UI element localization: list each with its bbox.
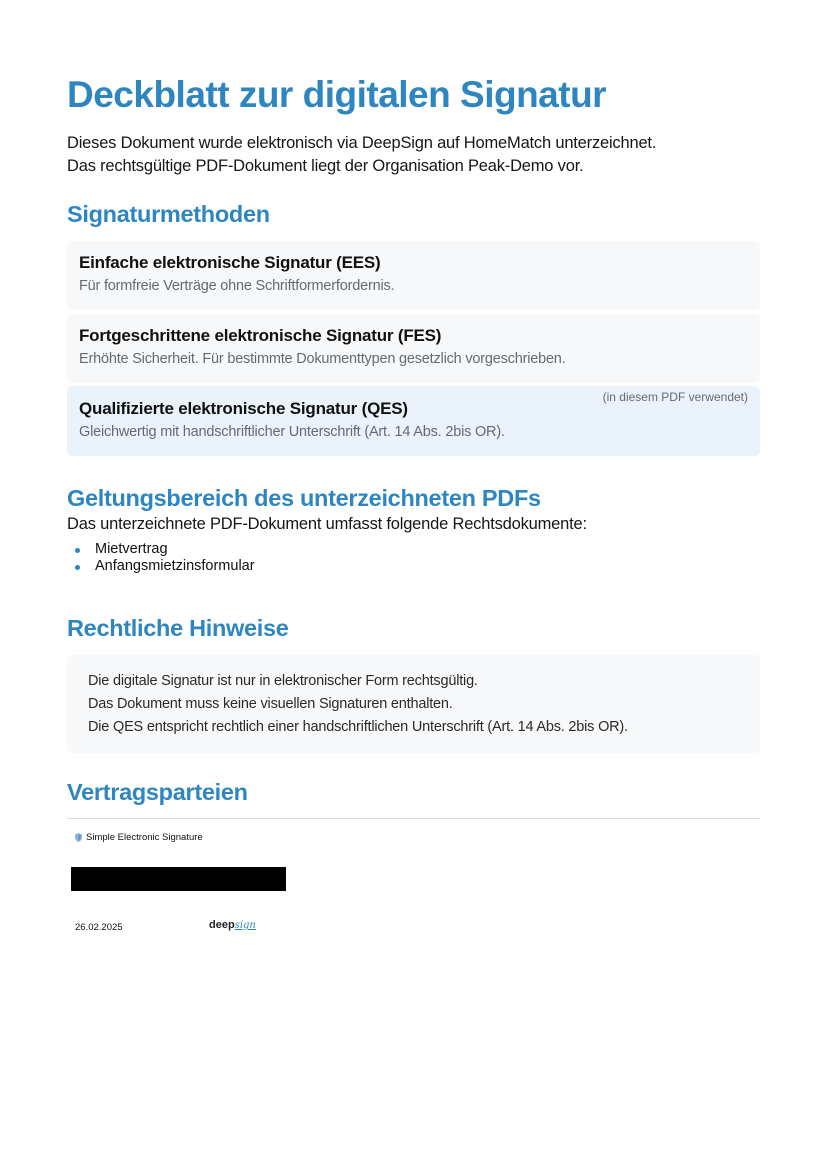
page-title: Deckblatt zur digitalen Signatur <box>67 74 607 115</box>
legal-note: Das Dokument muss keine visuellen Signaturen enthalten. <box>88 696 453 712</box>
signature-block <box>67 830 297 940</box>
divider <box>67 818 760 819</box>
intro-line: Das rechtsgültige PDF-Dokument liegt der Organisation Peak-Demo vor. <box>67 157 584 175</box>
method-description: Erhöhte Sicherheit. Für bestimmte Dokumenttypen gesetzlich vorgeschrieben. <box>79 351 566 367</box>
signature-type-label: Simple Electronic Signature <box>86 832 203 843</box>
logo-text-sign: sign <box>234 920 256 931</box>
method-card-ees <box>67 241 760 310</box>
intro-line: Dieses Dokument wurde elektronisch via DeepSign auf HomeMatch unterzeichnet. <box>67 134 657 152</box>
document-list <box>67 541 255 575</box>
method-description: Gleichwertig mit handschriftlicher Unterschrift (Art. 14 Abs. 2bis OR). <box>79 424 505 440</box>
legal-note: Die digitale Signatur ist nur in elektronischer Form rechtsgültig. <box>88 673 478 689</box>
bullet-icon <box>75 548 80 553</box>
redacted-signer-name <box>71 867 286 891</box>
list-item <box>67 558 255 575</box>
list-item <box>67 541 255 558</box>
signature-type <box>75 832 203 843</box>
method-card-qes <box>67 386 760 456</box>
shield-icon <box>75 833 82 842</box>
logo-text-deep: deep <box>209 919 235 931</box>
scope-description: Das unterzeichnete PDF-Dokument umfasst folgende Rechtsdokumente: <box>67 515 587 533</box>
deepsign-logo <box>209 919 256 931</box>
document-name: Anfangsmietzinsformular <box>95 558 255 574</box>
section-heading-parties: Vertragsparteien <box>67 779 248 805</box>
section-heading-methods: Signaturmethoden <box>67 201 270 227</box>
signature-date: 26.02.2025 <box>75 922 123 933</box>
method-card-fes <box>67 314 760 383</box>
section-heading-legal: Rechtliche Hinweise <box>67 615 289 641</box>
section-heading-scope: Geltungsbereich des unterzeichneten PDFs <box>67 485 541 511</box>
legal-note: Die QES entspricht rechtlich einer handschriftlichen Unterschrift (Art. 14 Abs. 2bis OR). <box>88 719 628 735</box>
intro-text <box>67 132 656 178</box>
method-title: Fortgeschrittene elektronische Signatur (FES) <box>79 326 442 345</box>
document-name: Mietvertrag <box>95 541 168 557</box>
method-title: Einfache elektronische Signatur (EES) <box>79 253 381 272</box>
method-description: Für formfreie Verträge ohne Schriftformerfordernis. <box>79 278 395 294</box>
used-in-pdf-badge: (in diesem PDF verwendet) <box>602 390 748 404</box>
bullet-icon <box>75 565 80 570</box>
legal-notes-box <box>67 655 760 753</box>
method-title: Qualifizierte elektronische Signatur (QES) <box>79 399 408 418</box>
